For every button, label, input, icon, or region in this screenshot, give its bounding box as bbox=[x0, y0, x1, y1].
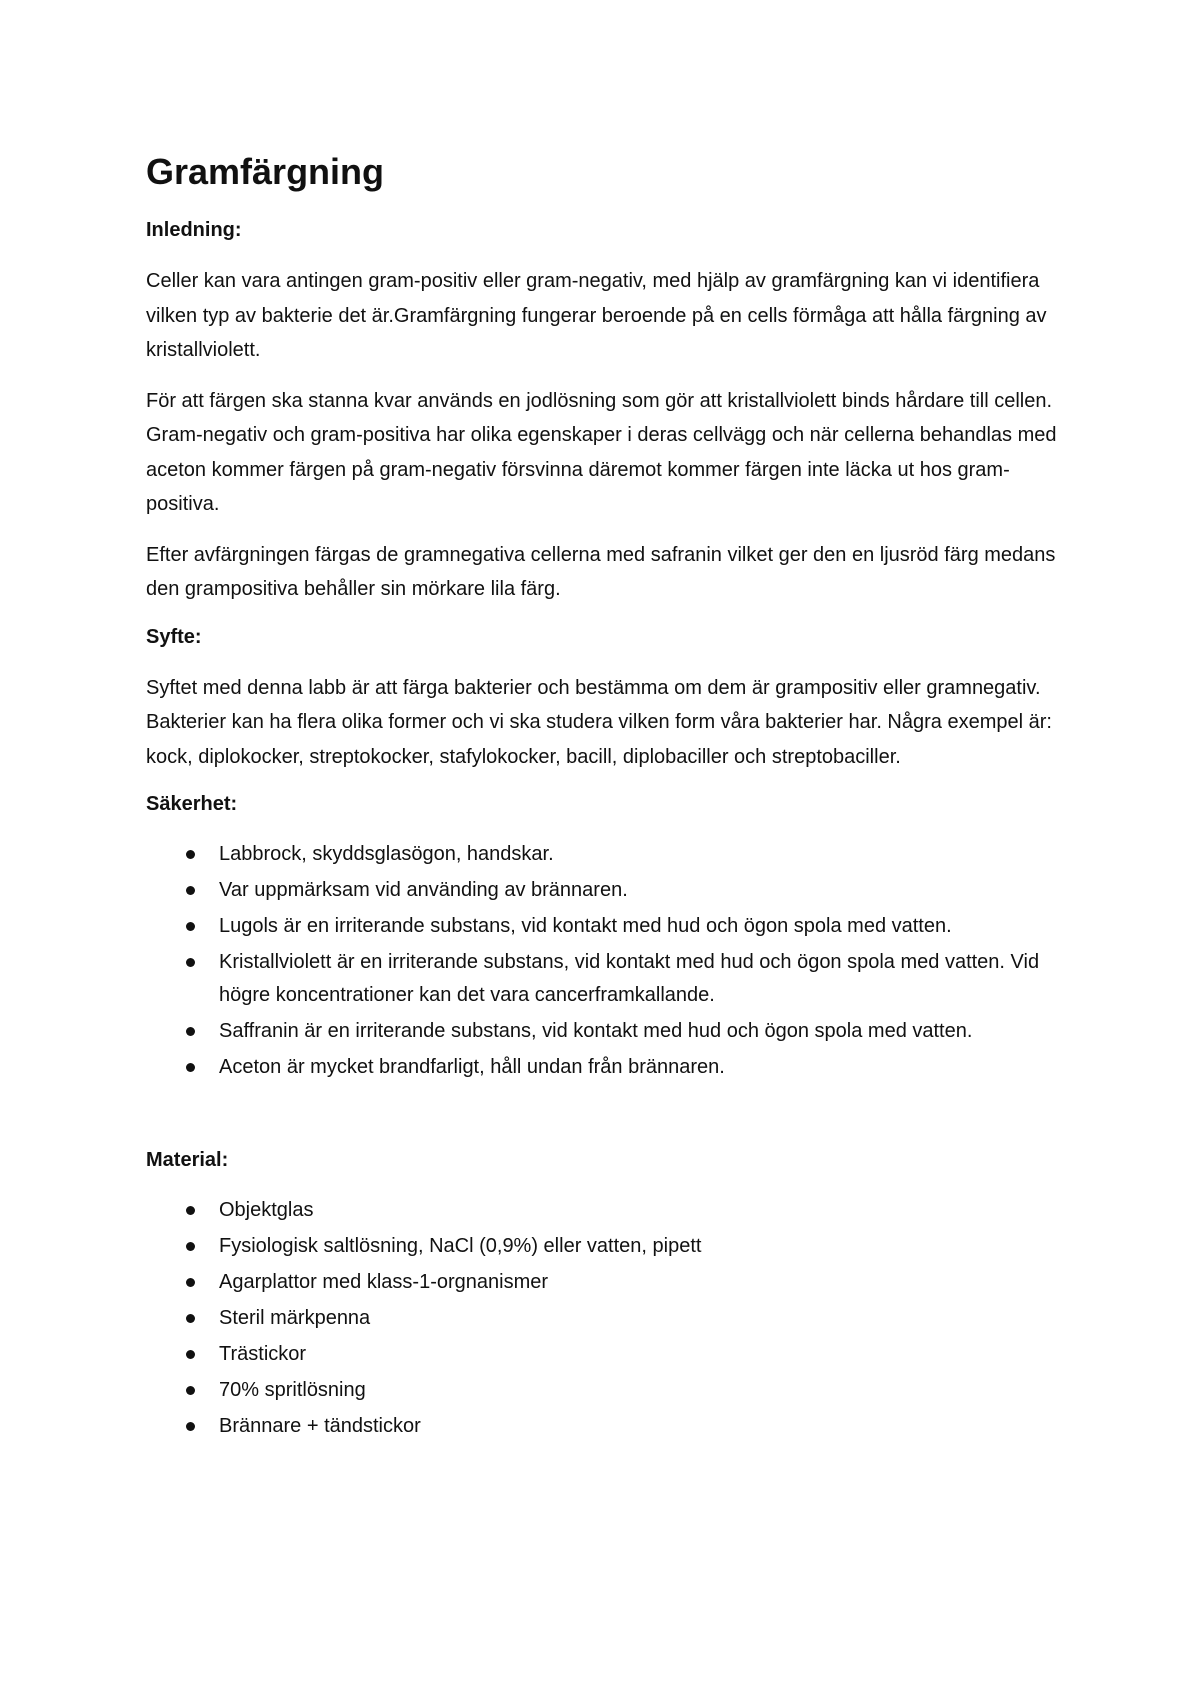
bullet-icon bbox=[186, 1242, 195, 1251]
bullet-icon bbox=[186, 1278, 195, 1287]
bullet-icon bbox=[186, 850, 195, 859]
document-page bbox=[146, 150, 1076, 1459]
list-item bbox=[219, 1015, 1076, 1048]
list-item bbox=[219, 1266, 1076, 1299]
safety-list bbox=[146, 838, 1076, 1084]
bullet-icon bbox=[186, 1350, 195, 1359]
material-list bbox=[146, 1194, 1076, 1443]
bullet-icon bbox=[186, 886, 195, 895]
list-item bbox=[219, 946, 1076, 1012]
list-item-text: Labbrock, skyddsglasögon, handskar. bbox=[219, 843, 554, 865]
list-item-text: Trästickor bbox=[219, 1343, 307, 1365]
list-item bbox=[219, 1302, 1076, 1335]
intro-paragraph-3: Efter avfärgningen färgas de gramnegativa cellerna med safranin vilket ger den en ljusröd färg medans den grampositiva behåller sin mörkare lila färg. bbox=[146, 543, 1056, 600]
bullet-icon bbox=[186, 1063, 195, 1072]
list-item-text: 70% spritlösning bbox=[219, 1379, 366, 1401]
list-item bbox=[219, 874, 1076, 907]
list-item bbox=[219, 838, 1076, 871]
bullet-icon bbox=[186, 1206, 195, 1215]
bullet-icon bbox=[186, 958, 195, 967]
list-item-text: Kristallviolett är en irriterande substans, vid kontakt med hud och ögon spola med vatten. Vid högre koncentrationer kan det vara cancerframkallande. bbox=[219, 951, 1040, 1006]
list-item-text: Steril märkpenna bbox=[219, 1307, 371, 1329]
list-item bbox=[219, 1374, 1076, 1407]
bullet-icon bbox=[186, 1314, 195, 1323]
intro-heading: Inledning: bbox=[146, 219, 242, 241]
list-item bbox=[219, 1338, 1076, 1371]
list-item-text: Lugols är en irriterande substans, vid kontakt med hud och ögon spola med vatten. bbox=[219, 915, 952, 937]
intro-paragraph-1: Celler kan vara antingen gram-positiv eller gram-negativ, med hjälp av gramfärgning kan vi identifiera vilken typ av bakterie det är.Gramfärgning fungerar beroende på en cells förmåga att hålla färgning av kristallviolett. bbox=[146, 270, 1047, 361]
section-spacer bbox=[146, 1100, 1076, 1146]
bullet-icon bbox=[186, 1422, 195, 1431]
list-item bbox=[219, 1194, 1076, 1227]
intro-paragraph-2: För att färgen ska stanna kvar används en jodlösning som gör att kristallviolett binds hårdare till cellen. Gram-negativ och gram-positiva har olika egenskaper i deras cellvägg och när cellerna behandlas med aceton kommer färgen på gram-negativ försvinna däremot kommer färgen inte läcka ut hos gram-positiva. bbox=[146, 389, 1057, 515]
bullet-icon bbox=[186, 1386, 195, 1395]
safety-heading: Säkerhet: bbox=[146, 793, 238, 815]
list-item-text: Objektglas bbox=[219, 1199, 314, 1221]
list-item-text: Brännare + tändstickor bbox=[219, 1415, 421, 1437]
list-item-text: Saffranin är en irriterande substans, vid kontakt med hud och ögon spola med vatten. bbox=[219, 1020, 973, 1042]
list-item-text: Aceton är mycket brandfarligt, håll undan från brännaren. bbox=[219, 1056, 725, 1078]
list-item bbox=[219, 1051, 1076, 1084]
purpose-paragraph: Syftet med denna labb är att färga bakterier och bestämma om dem är grampositiv eller gramnegativ. Bakterier kan ha flera olika former och vi ska studera vilken form våra bakterier har. Några exempel är: kock, diplokocker, streptokocker, stafylokocker, bacill, diplobaciller och streptobaciller. bbox=[146, 676, 1052, 768]
purpose-heading: Syfte: bbox=[146, 625, 202, 648]
list-item bbox=[219, 910, 1076, 943]
material-heading: Material: bbox=[146, 1149, 229, 1171]
list-item-text: Var uppmärksam vid använding av brännaren. bbox=[219, 879, 628, 901]
list-item-text: Agarplattor med klass-1-orgnanismer bbox=[219, 1271, 549, 1293]
list-item bbox=[219, 1230, 1076, 1263]
list-item-text: Fysiologisk saltlösning, NaCl (0,9%) eller vatten, pipett bbox=[219, 1235, 702, 1257]
bullet-icon bbox=[186, 1027, 195, 1036]
list-item bbox=[219, 1410, 1076, 1443]
document-title: Gramfärgning bbox=[146, 151, 385, 192]
bullet-icon bbox=[186, 922, 195, 931]
